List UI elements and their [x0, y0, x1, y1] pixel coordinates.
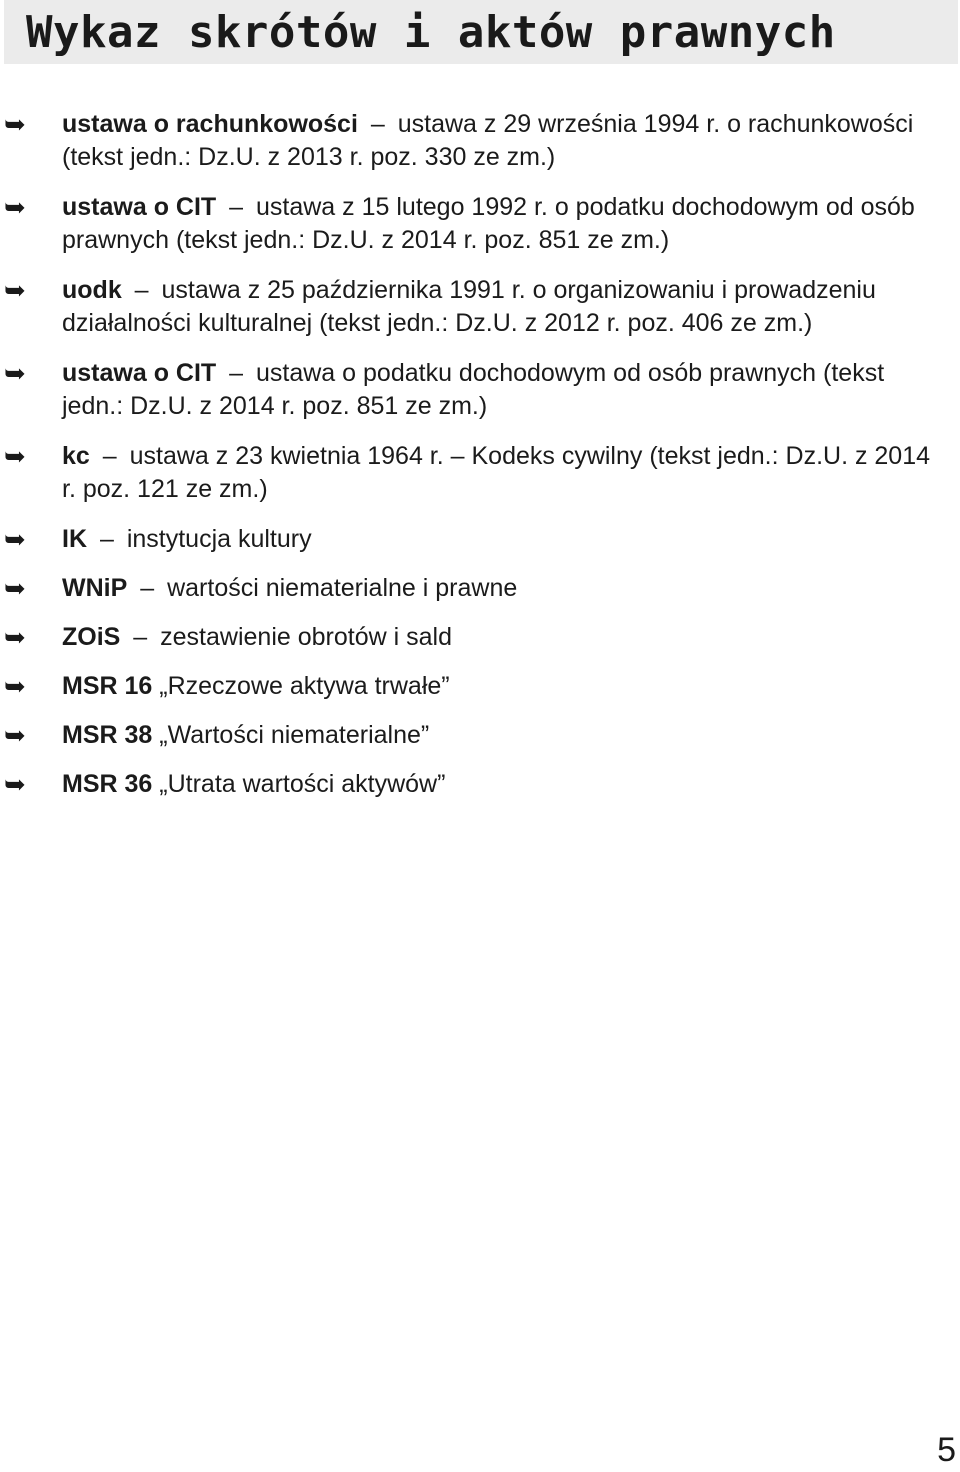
entry-term: MSR 16 — [62, 672, 153, 700]
arrow-right-icon: ➥ — [4, 622, 26, 652]
list-item — [0, 191, 960, 257]
entry-term: WNiP — [62, 574, 128, 602]
arrow-right-icon: ➥ — [4, 671, 26, 701]
entry-description: ustawa z 23 kwietnia 1964 r. – Kodeks cywilny (tekst jedn.: Dz.U. z 2014 r. poz. 121 ze zm.) — [62, 442, 931, 503]
entry-description: „Rzeczowe aktywa trwałe” — [159, 672, 450, 700]
entry-dash: – — [133, 623, 148, 651]
list-item — [0, 768, 960, 801]
entry-term: IK — [62, 525, 87, 553]
entry-term: ustawa o CIT — [62, 359, 217, 387]
entry-dash: – — [229, 193, 244, 221]
list-item — [0, 357, 960, 423]
arrow-right-icon: ➥ — [4, 573, 26, 603]
entry-description: wartości niematerialne i prawne — [167, 574, 518, 602]
entry-term: ustawa o rachunkowości — [62, 110, 358, 138]
list-item — [0, 719, 960, 752]
list-item — [0, 670, 960, 703]
list-item — [0, 108, 960, 174]
entry-description: ustawa z 29 września 1994 r. o rachunkowości (tekst jedn.: Dz.U. z 2013 r. poz. 330 ze zm.) — [62, 110, 914, 171]
arrow-right-icon: ➥ — [4, 192, 26, 222]
entry-term: kc — [62, 442, 90, 470]
entry-description: „Wartości niematerialne” — [159, 721, 430, 749]
entry-dash: – — [229, 359, 244, 387]
entry-term: ZOiS — [62, 623, 121, 651]
list-item — [0, 621, 960, 654]
entry-description: ustawa z 25 października 1991 r. o organizowaniu i prowadzeniu działalności kulturalnej (tekst jedn.: Dz.U. z 2012 r. poz. 406 ze zm.) — [62, 276, 876, 337]
arrow-right-icon: ➥ — [4, 524, 26, 554]
list-item — [0, 274, 960, 340]
arrow-right-icon: ➥ — [4, 109, 26, 139]
arrow-right-icon: ➥ — [4, 358, 26, 388]
arrow-right-icon: ➥ — [4, 275, 26, 305]
entry-dash: – — [102, 442, 117, 470]
entry-term: uodk — [62, 276, 122, 304]
entry-description: instytucja kultury — [126, 525, 312, 553]
list-item — [0, 440, 960, 506]
entry-term: MSR 38 — [62, 721, 153, 749]
entry-term: MSR 36 — [62, 770, 153, 798]
entry-description: „Utrata wartości aktywów” — [159, 770, 446, 798]
page-title: Wykaz skrótów i aktów prawnych — [26, 7, 836, 58]
entry-description: zestawienie obrotów i sald — [160, 623, 452, 651]
arrow-right-icon: ➥ — [4, 441, 26, 471]
entry-dash: – — [99, 525, 114, 553]
entry-description: ustawa o podatku dochodowym od osób prawnych (tekst jedn.: Dz.U. z 2014 r. poz. 851 ze zm.) — [62, 359, 885, 420]
entry-description: ustawa z 15 lutego 1992 r. o podatku dochodowym od osób prawnych (tekst jedn.: Dz.U. z 2014 r. poz. 851 ze zm.) — [62, 193, 915, 254]
page-number: 5 — [937, 1431, 956, 1469]
list-item — [0, 572, 960, 605]
entry-dash: – — [370, 110, 385, 138]
abbreviation-list — [0, 108, 960, 817]
arrow-right-icon: ➥ — [4, 720, 26, 750]
arrow-right-icon: ➥ — [4, 769, 26, 799]
list-item — [0, 523, 960, 556]
entry-dash: – — [140, 574, 155, 602]
entry-dash: – — [134, 276, 149, 304]
entry-term: ustawa o CIT — [62, 193, 217, 221]
